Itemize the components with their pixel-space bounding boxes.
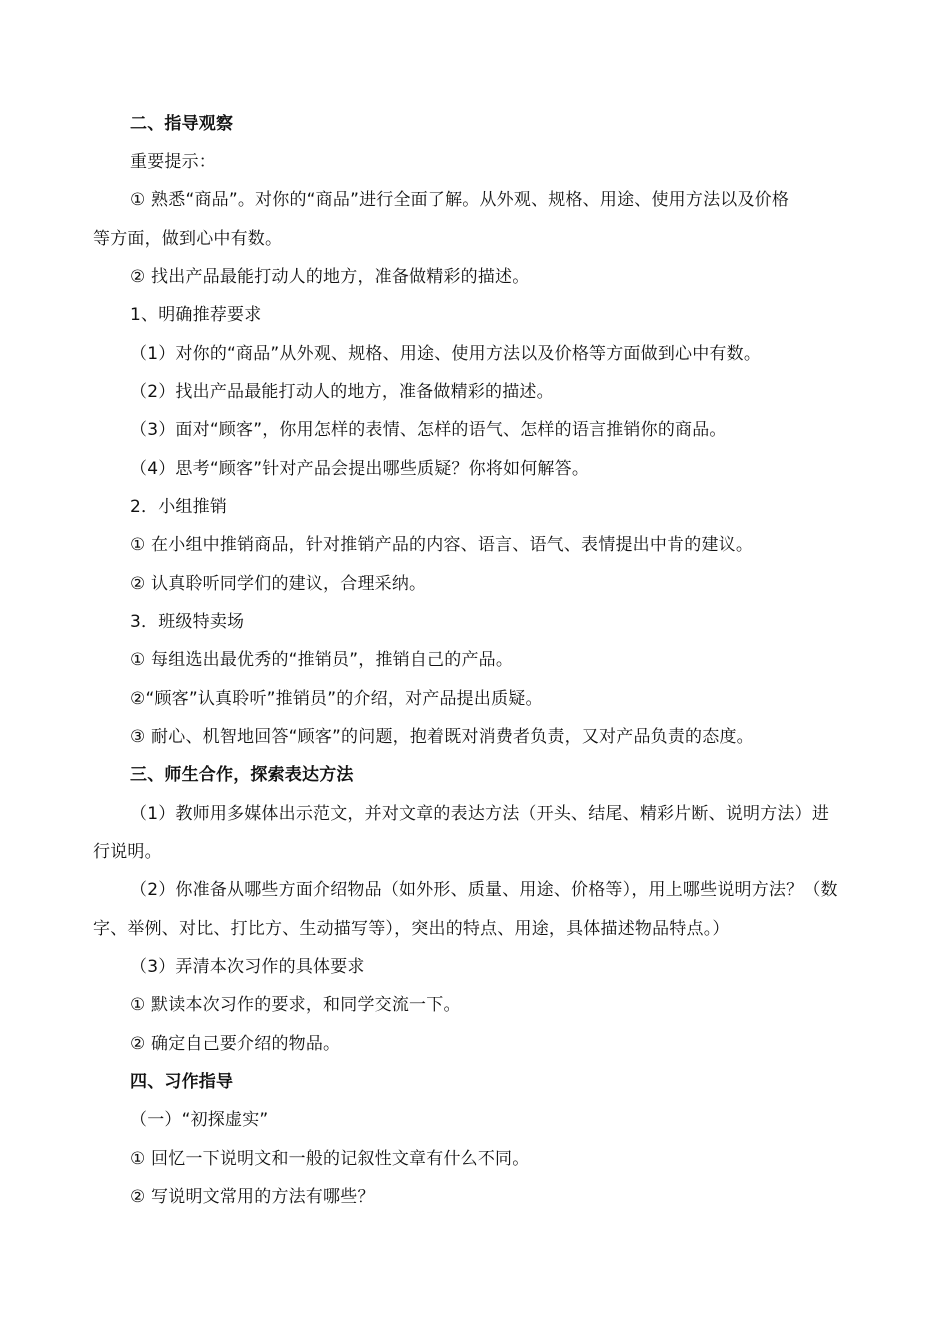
paragraph-important-tips: 重要提示： bbox=[130, 152, 216, 172]
paragraph-class-market-1: ① 每组选出最优秀的“推销员”，推销自己的产品。 bbox=[130, 650, 514, 670]
paragraph-class-market-3: ③ 耐心、机智地回答“顾客”的问题，抱着既对消费者负责，又对产品负责的态度。 bbox=[130, 727, 754, 747]
paragraph-tip-1-continued: 等方面，做到心中有数。 bbox=[93, 229, 283, 249]
paragraph-cooperation-2-continued: 字、举例、对比、打比方、生动描写等），突出的特点、用途，具体描述物品特点。） bbox=[93, 919, 730, 939]
paragraph-group-sales-1: ① 在小组中推销商品，针对推销产品的内容、语言、语气、表情提出中肯的建议。 bbox=[130, 535, 754, 555]
subheading-class-market: 3．班级特卖场 bbox=[130, 612, 245, 632]
paragraph-cooperation-1: （1）教师用多媒体出示范文，并对文章的表达方法（开头、结尾、精彩片断、说明方法）进 bbox=[130, 804, 830, 824]
paragraph-cooperation-3: （3）弄清本次习作的具体要求 bbox=[130, 957, 365, 977]
paragraph-cooperation-2: （2）你准备从哪些方面介绍物品（如外形、质量、用途、价格等），用上哪些说明方法？（数 bbox=[130, 880, 838, 900]
paragraph-cooperation-3-item-1: ① 默读本次习作的要求，和同学交流一下。 bbox=[130, 995, 461, 1015]
paragraph-tip-2: ② 找出产品最能打动人的地方，准备做精彩的描述。 bbox=[130, 267, 530, 287]
subheading-recommend-requirements: 1、明确推荐要求 bbox=[130, 305, 262, 325]
list-item-requirement-1: （1）对你的“商品”从外观、规格、用途、使用方法以及价格等方面做到心中有数。 bbox=[130, 344, 762, 364]
list-item-requirement-4: （4）思考“顾客”针对产品会提出哪些质疑？你将如何解答。 bbox=[130, 459, 590, 479]
section-heading-guide-observation: 二、指导观察 bbox=[130, 114, 234, 134]
paragraph-cooperation-1-continued: 行说明。 bbox=[93, 842, 162, 862]
paragraph-group-sales-2: ② 认真聆听同学们的建议，合理采纳。 bbox=[130, 574, 427, 594]
paragraph-exploration-1: ① 回忆一下说明文和一般的记叙性文章有什么不同。 bbox=[130, 1149, 530, 1169]
paragraph-tip-1: ① 熟悉“商品”。对你的“商品”进行全面了解。从外观、规格、用途、使用方法以及价格 bbox=[130, 190, 790, 210]
subheading-initial-exploration: （一）“初探虚实” bbox=[130, 1110, 269, 1130]
paragraph-class-market-2: ②“顾客”认真聆听”推销员”的介绍，对产品提出质疑。 bbox=[130, 689, 543, 709]
section-heading-cooperation: 三、师生合作，探索表达方法 bbox=[130, 765, 354, 785]
list-item-requirement-3: （3）面对“顾客”，你用怎样的表情、怎样的语气、怎样的语言推销你的商品。 bbox=[130, 420, 727, 440]
paragraph-cooperation-3-item-2: ② 确定自己要介绍的物品。 bbox=[130, 1034, 341, 1054]
list-item-requirement-2: （2）找出产品最能打动人的地方，准备做精彩的描述。 bbox=[130, 382, 554, 402]
paragraph-exploration-2: ② 写说明文常用的方法有哪些？ bbox=[130, 1187, 375, 1207]
subheading-group-sales: 2．小组推销 bbox=[130, 497, 228, 517]
section-heading-writing-guide: 四、习作指导 bbox=[130, 1072, 234, 1092]
